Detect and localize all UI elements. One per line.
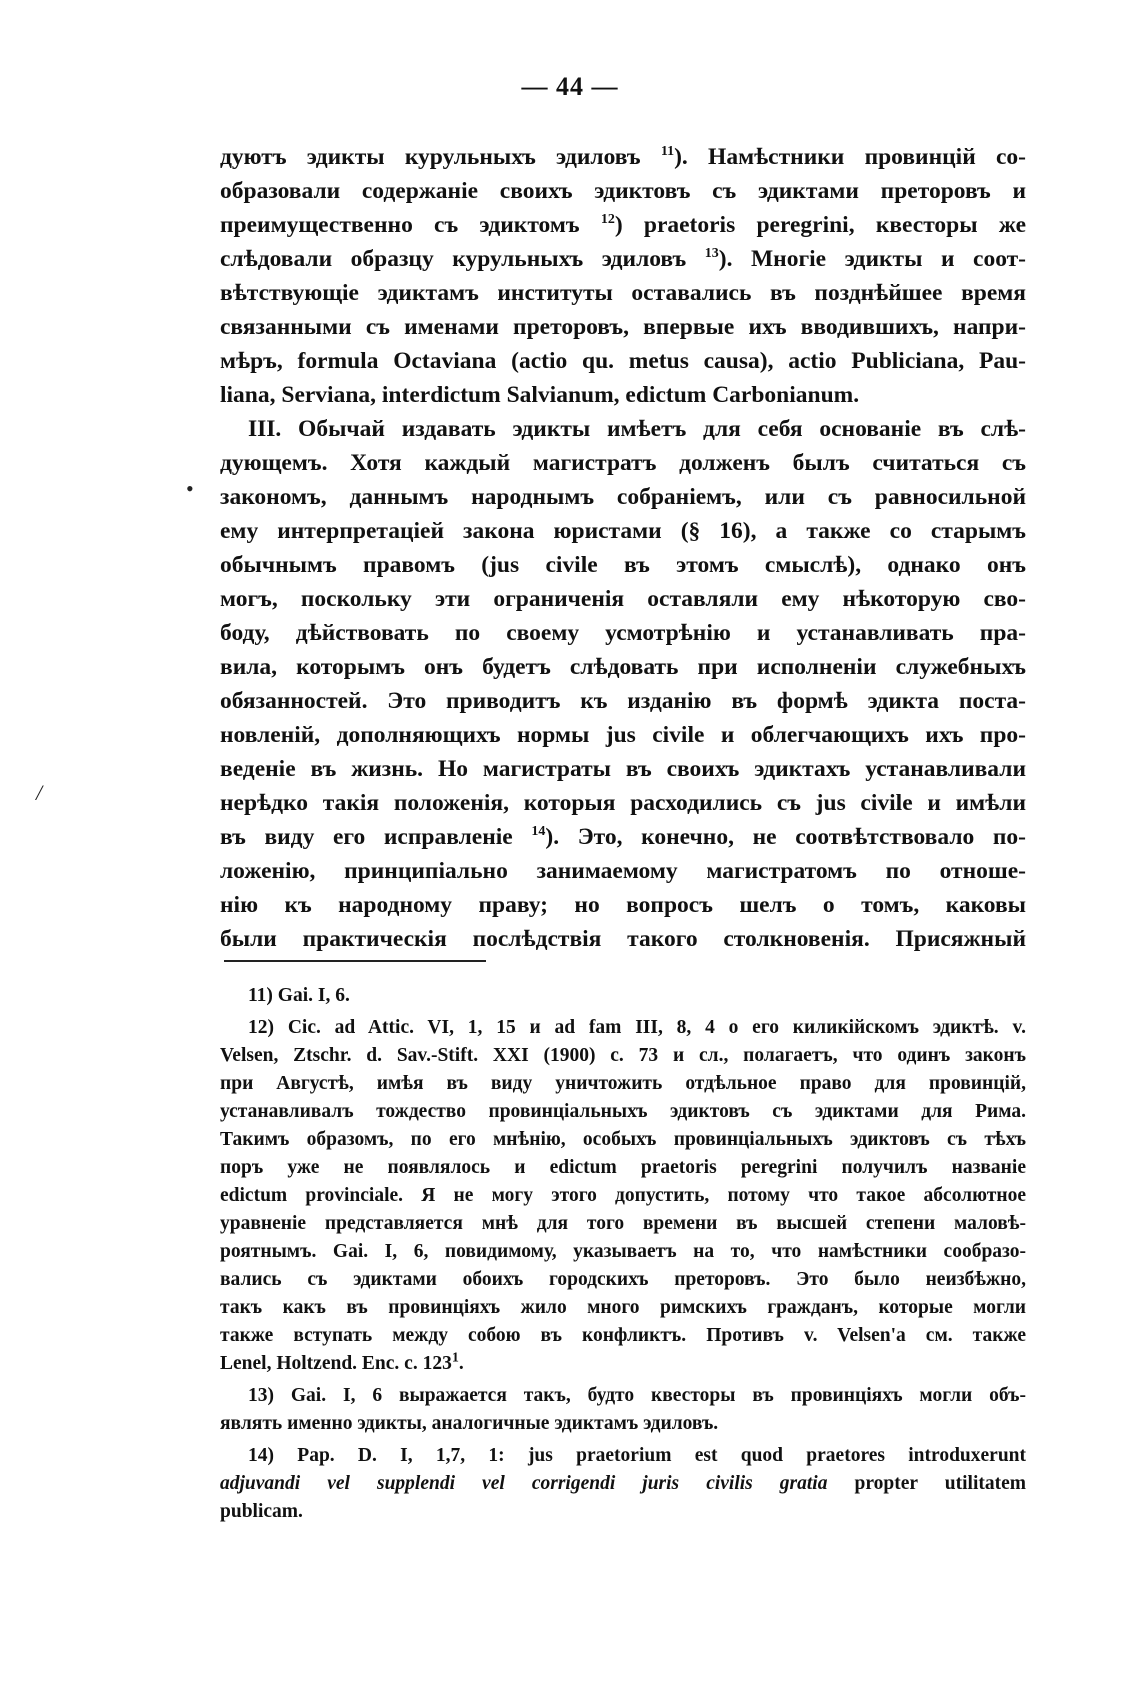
footnote-13: 13) Gai. I, 6 выражается такъ, будто квесторы въ провинціяхъ могли объ- являть именно эдикты, аналогичные эдиктамъ эдиловъ. (220, 1382, 1026, 1438)
footnote-ref-13: 13 (704, 246, 719, 262)
main-text (220, 140, 1026, 956)
text-line: дующемъ. Хотя каждый магистратъ долженъ былъ считаться съ (220, 450, 1026, 476)
footnote-12: 12) Cic. ad Attic. VI, 1, 15 и ad fam III, 8, 4 о его киликійскомъ эдиктѣ. v. Velsen, Ztschr. d. Sav.-Stift. XXI (1900) с. 73 и сл., полагаетъ, что одинъ законъ при Августѣ, имѣя въ виду уничтожить отдѣльное право для провинцій, устанавливалъ тождество провинціальныхъ эдиктовъ съ эдиктами для Рима. Такимъ образомъ, по его мнѣнію, особыхъ провинціальныхъ эдиктовъ съ тѣхъ поръ уже не появлялось и edictum praetoris peregrini получилъ названіе edictum provinciale. Я не могу этого допустить, потому что такое абсолютное уравненіе представляется мнѣ для того времени въ высшей степени маловѣ- роятнымъ. Gai. I, 6, повидимому, указываетъ на то, что намѣстники сообразо- вались съ эдиктами обоихъ городскихъ преторовъ. Это было неизбѣжно, такъ какъ въ провинціяхъ жило много римскихъ гражданъ, которые могли также вступать между собою въ конфликтъ. Противъ v. Velsen'a см. также Lenel, Holtzend. Enc. c. $123^1$. (220, 1014, 1026, 1378)
margin-slash: / (36, 780, 43, 805)
text-line: уравненіе представляется мнѣ для того времени въ высшей степени маловѣ- (220, 1213, 1026, 1234)
text-line: liana, Serviana, interdictum Salvianum, edictum Carbonianum. (220, 382, 860, 408)
text-line: новленій, дополняющихъ нормы jus civile и облегчающихъ ихъ про- (220, 722, 1026, 748)
text-line: слѣдовали образцу курульныхъ эдиловъ $^{13}$). Многіе эдикты и соот- (220, 246, 1026, 272)
text-line: дуютъ эдикты курульныхъ эдиловъ $^{11}$). Намѣстники провинцій со- (220, 144, 1026, 170)
footnote-ref-11: 11 (660, 144, 675, 160)
page-number: — 44 — (521, 72, 619, 101)
footnote-ref-14: 14 (531, 824, 546, 840)
text-line: Такимъ образомъ, по его мнѣнію, особыхъ провинціальныхъ эдиктовъ съ тѣхъ (220, 1129, 1026, 1150)
text-line: могъ, поскольку эти ограниченія оставляли ему нѣкоторую сво- (220, 586, 1026, 612)
text-line: устанавливалъ тождество провинціальныхъ эдиктовъ съ эдиктами для Рима. (220, 1101, 1026, 1122)
text-line: являть именно эдикты, аналогичные эдиктамъ эдиловъ. (220, 1413, 719, 1434)
text-line: роятнымъ. Gai. I, 6, повидимому, указываетъ на то, что намѣстники сообразо- (220, 1241, 1026, 1262)
paragraph-1 (220, 140, 1026, 412)
text-line: связанными съ именами преторовъ, впервые ихъ вводившихъ, напри- (220, 314, 1026, 340)
text-line: такъ какъ въ провинціяхъ жило много римскихъ гражданъ, которые могли (220, 1297, 1026, 1318)
footnote-ref-12: 12 (600, 212, 615, 228)
text-line: обязанностей. Это приводитъ къ изданію въ формѣ эдикта поста- (220, 688, 1026, 714)
text-line: образовали содержаніе своихъ эдиктовъ съ эдиктами преторовъ и (220, 178, 1026, 204)
footnote-separator (224, 960, 486, 962)
text-line: были практическія послѣдствія такого столкновенія. Присяжный (220, 926, 1026, 952)
footnote-mark: 13) (248, 1385, 274, 1406)
paragraph-2 (220, 412, 1026, 956)
text-line: ложенію, принципіально занимаемому магистратомъ по отноше- (220, 858, 1026, 884)
text-line: publicam. (220, 1501, 303, 1522)
text-line: мѣръ, formula Octaviana (actio qu. metus causa), actio Publiciana, Pau- (220, 348, 1026, 374)
text-line: веденіе въ жизнь. Но магистраты въ своихъ эдиктахъ устанавливали (220, 756, 1026, 782)
text-line: боду, дѣйствовать по своему усмотрѣнію и устанавливать пра- (220, 620, 1026, 646)
text-line: вѣтствующіе эдиктамъ институты оставались въ позднѣйшее время (220, 280, 1026, 306)
text-line: при Августѣ, имѣя въ виду уничтожить отдѣльное право для провинцій, (220, 1073, 1026, 1094)
footnotes (220, 982, 1026, 1530)
footnote-mark: 14) (248, 1445, 274, 1466)
text-line: III. Обычай издавать эдикты имѣетъ для себя основаніе въ слѣ- (248, 416, 1026, 442)
text-line: нерѣдко такія положенія, которыя расходились съ jus civile и имѣли (220, 790, 1026, 816)
footnote-14: 14) Pap. D. I, 1,7, 1: jus praetorium est quod praetores introduxerunt adjuvandi vel supplendi vel corrigendi juris civilis gratia propter utilitatem publicam. (220, 1442, 1026, 1526)
text-line: нію къ народному праву; но вопросъ шелъ о томъ, каковы (220, 892, 1026, 918)
text-line: edictum provinciale. Я не могу этого допустить, потому что такое абсолютное (220, 1185, 1026, 1206)
text-line: Velsen, Ztschr. d. Sav.-Stift. XXI (1900) с. 73 и сл., полагаетъ, что одинъ законъ (220, 1045, 1026, 1066)
text-line: вила, которымъ онъ будетъ слѣдовать при исполненіи служебныхъ (220, 654, 1026, 680)
text-line: преимущественно съ эдиктомъ $^{12}$) praetoris peregrini, квесторы же (220, 212, 1026, 238)
text-line: обычнымъ правомъ (jus civile въ этомъ смыслѣ), однако онъ (220, 552, 1026, 578)
footnote-11: 11) Gai. I, 6. (248, 985, 350, 1006)
text-line: adjuvandi vel supplendi vel corrigendi juris civilis gratia propter utilitatem (220, 1473, 1026, 1494)
text-line: въ виду его исправленіе $^{14}$). Это, конечно, не соотвѣтствовало по- (220, 824, 1027, 850)
text-line: ему интерпретаціей закона юристами (§ 16), а также со старымъ (220, 518, 1026, 544)
footnote-mark: 11) (248, 985, 273, 1006)
margin-dot: • (186, 476, 194, 501)
text-line: также вступать между собою въ конфликтъ. Противъ v. Velsen'a см. также (220, 1325, 1026, 1346)
footnote-mark: 12) (248, 1017, 274, 1038)
text-line: Lenel, Holtzend. Enc. c. $123^1$. (220, 1350, 464, 1374)
text-line: вались съ эдиктами обоихъ городскихъ преторовъ. Это было неизбѣжно, (220, 1269, 1026, 1290)
text-line: поръ уже не появлялось и edictum praetoris peregrini получилъ названіе (220, 1157, 1026, 1178)
text-line: закономъ, даннымъ народнымъ собраніемъ, или съ равносильной (220, 484, 1026, 510)
